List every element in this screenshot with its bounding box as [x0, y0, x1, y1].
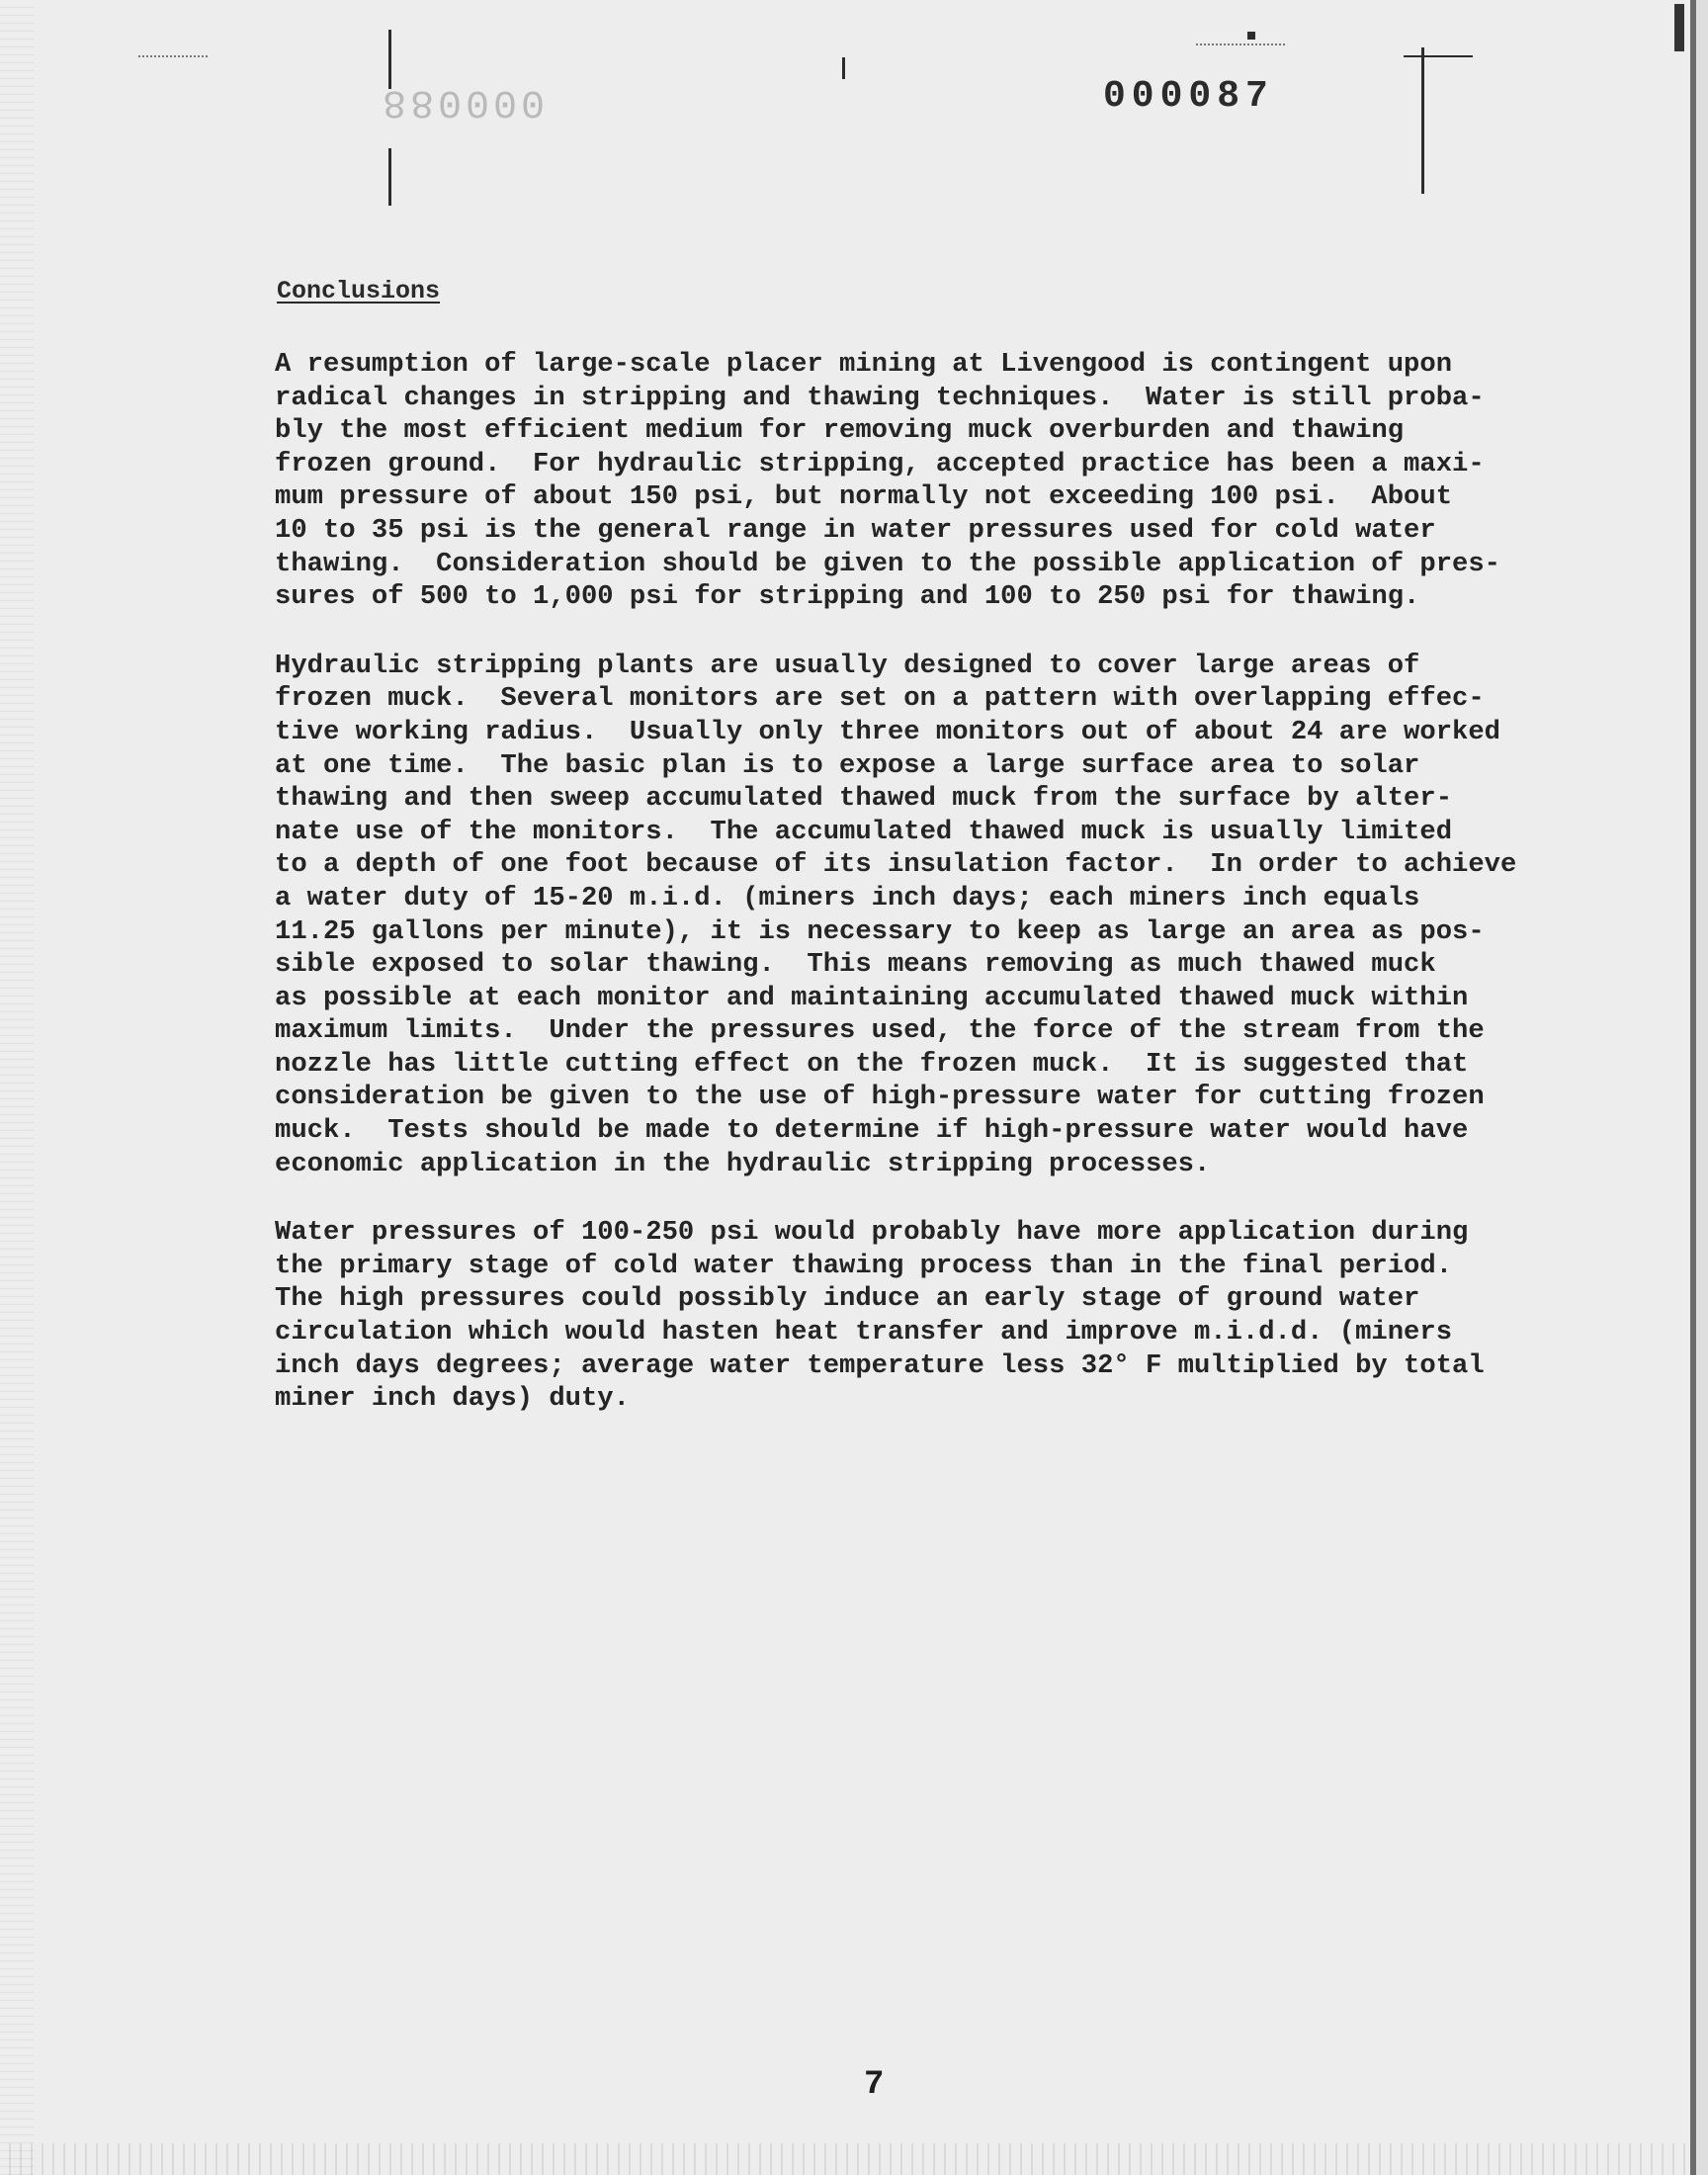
text-line: nozzle has little cutting effect on the frozen muck. It is suggested that — [275, 1048, 1469, 1080]
scan-edge-strip — [1696, 0, 1708, 2175]
text-line: a water duty of 15-20 m.i.d. (miners inch days; each miners inch equals — [275, 882, 1420, 914]
text-line: the primary stage of cold water thawing process than in the final period. — [275, 1250, 1453, 1281]
ghost-page-number: 000088 — [379, 79, 546, 124]
text-line: to a depth of one foot because of its insulation factor. In order to achieve — [275, 849, 1517, 881]
document-number: 000087 — [1103, 75, 1274, 118]
text-line: mum pressure of about 150 psi, but normally not exceeding 100 psi. About — [275, 481, 1453, 513]
text-line: nate use of the monitors. The accumulated thawed muck is usually limited — [275, 816, 1453, 847]
text-line: consideration be given to the use of high-pressure water for cutting frozen — [275, 1082, 1485, 1113]
text-line: The high pressures could possibly induce an early stage of ground water — [275, 1283, 1420, 1315]
registration-tick — [1421, 47, 1424, 194]
registration-tick — [1247, 32, 1255, 40]
text-line: Water pressures of 100-250 psi would probably have more application during — [275, 1217, 1469, 1249]
text-line: sible exposed to solar thawing. This means removing as much thawed muck — [275, 949, 1436, 981]
text-line: A resumption of large-scale placer mining at Livengood is contingent upon — [275, 349, 1453, 380]
text-line: inch days degrees; average water temperature less 32° F multiplied by total — [275, 1349, 1485, 1381]
registration-tick — [388, 148, 391, 206]
text-line: radical changes in stripping and thawing techniques. Water is still proba- — [275, 382, 1485, 413]
text-line: miner inch days) duty. — [275, 1383, 630, 1415]
text-line: 11.25 gallons per minute), it is necessary to keep as large an area as pos- — [275, 915, 1485, 947]
registration-tick — [1404, 55, 1473, 57]
page-number: 7 — [864, 2066, 885, 2104]
body-text — [275, 348, 1599, 1451]
text-line: Hydraulic stripping plants are usually designed to cover large areas of — [275, 650, 1420, 681]
text-line: circulation which would hasten heat transfer and improve m.i.d.d. (miners — [275, 1317, 1453, 1348]
text-line: 10 to 35 psi is the general range in water pressures used for cold water — [275, 514, 1436, 546]
scan-noise-left — [0, 0, 34, 2175]
paragraph — [275, 348, 1599, 614]
text-line: as possible at each monitor and maintaining accumulated thawed muck within — [275, 982, 1469, 1013]
text-line: muck. Tests should be made to determine if high-pressure water would have — [275, 1115, 1469, 1147]
corner-mark — [1674, 4, 1684, 51]
scan-dotted-line — [1196, 44, 1285, 45]
paragraph — [275, 1216, 1599, 1416]
text-line: frozen ground. For hydraulic stripping, accepted practice has been a maxi- — [275, 448, 1485, 479]
paragraph — [275, 650, 1599, 1181]
text-line: economic application in the hydraulic stripping processes. — [275, 1148, 1211, 1179]
text-line: sures of 500 to 1,000 psi for stripping and 100 to 250 psi for thawing. — [275, 581, 1420, 613]
text-line: thawing. Consideration should be given to the possible application of pres- — [275, 548, 1500, 579]
registration-tick — [842, 57, 845, 79]
section-heading: Conclusions — [277, 277, 441, 305]
text-line: bly the most efficient medium for removing muck overburden and thawing — [275, 415, 1405, 447]
scan-dotted-line — [138, 55, 208, 57]
text-line: maximum limits. Under the pressures used, the force of the stream from the — [275, 1015, 1485, 1047]
text-line: tive working radius. Usually only three monitors out of about 24 are worked — [275, 716, 1500, 747]
text-line: thawing and then sweep accumulated thawed muck from the surface by alter- — [275, 783, 1453, 815]
text-line: at one time. The basic plan is to expose a large surface area to solar — [275, 749, 1420, 781]
scan-noise-bottom — [0, 2143, 1708, 2175]
text-line: frozen muck. Several monitors are set on a pattern with overlapping effec- — [275, 683, 1485, 715]
scan-edge-bar — [1690, 0, 1696, 2175]
